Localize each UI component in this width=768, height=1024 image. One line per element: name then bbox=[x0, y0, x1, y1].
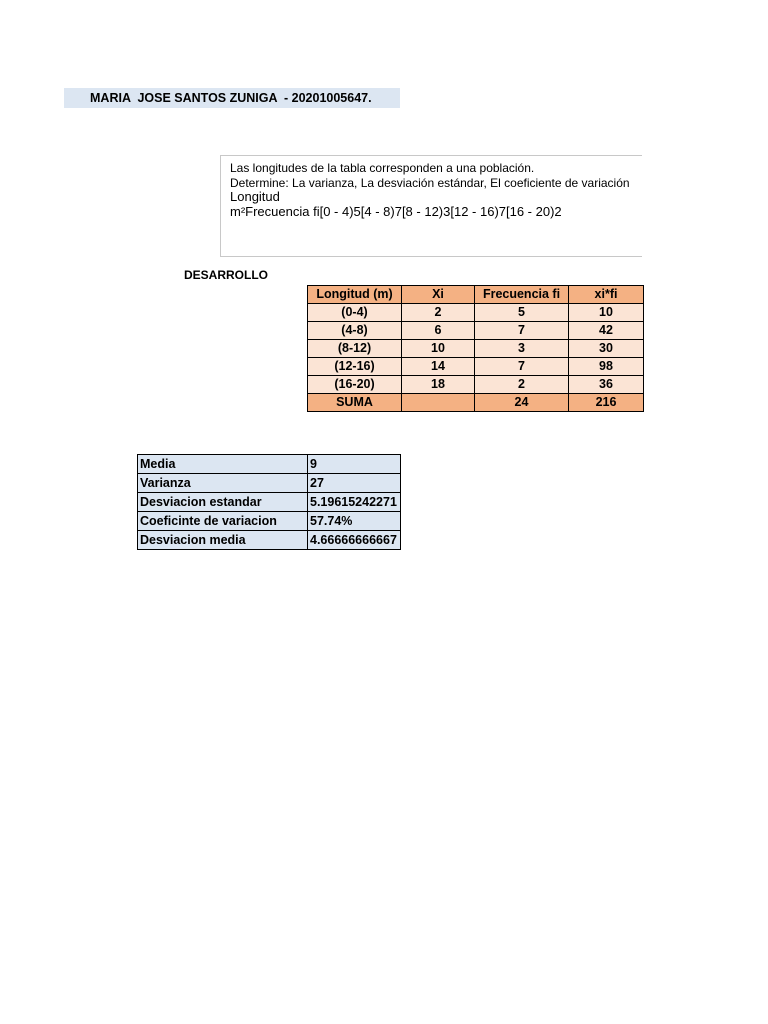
table-cell: 6 bbox=[402, 322, 475, 340]
table-cell: 14 bbox=[402, 358, 475, 376]
table-sum-row bbox=[308, 394, 644, 412]
stat-label: Coeficinte de variacion bbox=[138, 512, 308, 531]
table-row bbox=[308, 304, 644, 322]
table-cell: (16-20) bbox=[308, 376, 402, 394]
stat-label: Varianza bbox=[138, 474, 308, 493]
stat-row-desviacion-media bbox=[138, 531, 401, 550]
table-cell: 3 bbox=[475, 340, 569, 358]
table-cell: 98 bbox=[569, 358, 644, 376]
stat-row-media bbox=[138, 455, 401, 474]
table-cell: 7 bbox=[475, 322, 569, 340]
table-cell: (12-16) bbox=[308, 358, 402, 376]
table-cell: (8-12) bbox=[308, 340, 402, 358]
statistics-table bbox=[137, 454, 401, 550]
problem-line-4: m²Frecuencia fi[0 - 4)5[4 - 8)7[8 - 12)3[12 - 16)7[16 - 20)2 bbox=[230, 203, 562, 219]
frequency-table bbox=[307, 285, 644, 412]
stat-row-varianza bbox=[138, 474, 401, 493]
table-cell: 18 bbox=[402, 376, 475, 394]
table-cell bbox=[402, 394, 475, 412]
table-cell: 2 bbox=[475, 376, 569, 394]
stat-value: 57.74% bbox=[308, 512, 401, 531]
section-title: DESARROLLO bbox=[184, 268, 268, 282]
stat-row-desviacion-estandar bbox=[138, 493, 401, 512]
stat-row-coeficiente-variacion bbox=[138, 512, 401, 531]
stat-label: Media bbox=[138, 455, 308, 474]
sum-frequency: 24 bbox=[475, 394, 569, 412]
table-row bbox=[308, 322, 644, 340]
table-row bbox=[308, 376, 644, 394]
student-name-banner: MARIA JOSE SANTOS ZUNIGA - 20201005647. bbox=[64, 88, 400, 108]
stat-value: 9 bbox=[308, 455, 401, 474]
stat-label: Desviacion media bbox=[138, 531, 308, 550]
table-cell: 2 bbox=[402, 304, 475, 322]
sum-product: 216 bbox=[569, 394, 644, 412]
sum-label: SUMA bbox=[308, 394, 402, 412]
stat-value: 5.19615242271 bbox=[308, 493, 401, 512]
table-cell: 42 bbox=[569, 322, 644, 340]
table-row bbox=[308, 358, 644, 376]
problem-line-3: Longitud bbox=[230, 189, 280, 204]
stat-label: Desviacion estandar bbox=[138, 493, 308, 512]
column-header: xi*fi bbox=[569, 286, 644, 304]
problem-statement bbox=[220, 155, 642, 257]
column-header: Xi bbox=[402, 286, 475, 304]
table-header-row bbox=[308, 286, 644, 304]
column-header: Longitud (m) bbox=[308, 286, 402, 304]
column-header: Frecuencia fi bbox=[475, 286, 569, 304]
table-cell: 7 bbox=[475, 358, 569, 376]
stat-value: 27 bbox=[308, 474, 401, 493]
table-cell: (0-4) bbox=[308, 304, 402, 322]
problem-line-2: Determine: La varianza, La desviación estándar, El coeficiente de variación bbox=[230, 175, 630, 190]
table-cell: 10 bbox=[402, 340, 475, 358]
table-cell: (4-8) bbox=[308, 322, 402, 340]
table-cell: 5 bbox=[475, 304, 569, 322]
table-cell: 36 bbox=[569, 376, 644, 394]
table-row bbox=[308, 340, 644, 358]
stat-value: 4.66666666667 bbox=[308, 531, 401, 550]
table-cell: 30 bbox=[569, 340, 644, 358]
problem-line-1: Las longitudes de la tabla corresponden a una población. bbox=[230, 161, 535, 175]
table-cell: 10 bbox=[569, 304, 644, 322]
